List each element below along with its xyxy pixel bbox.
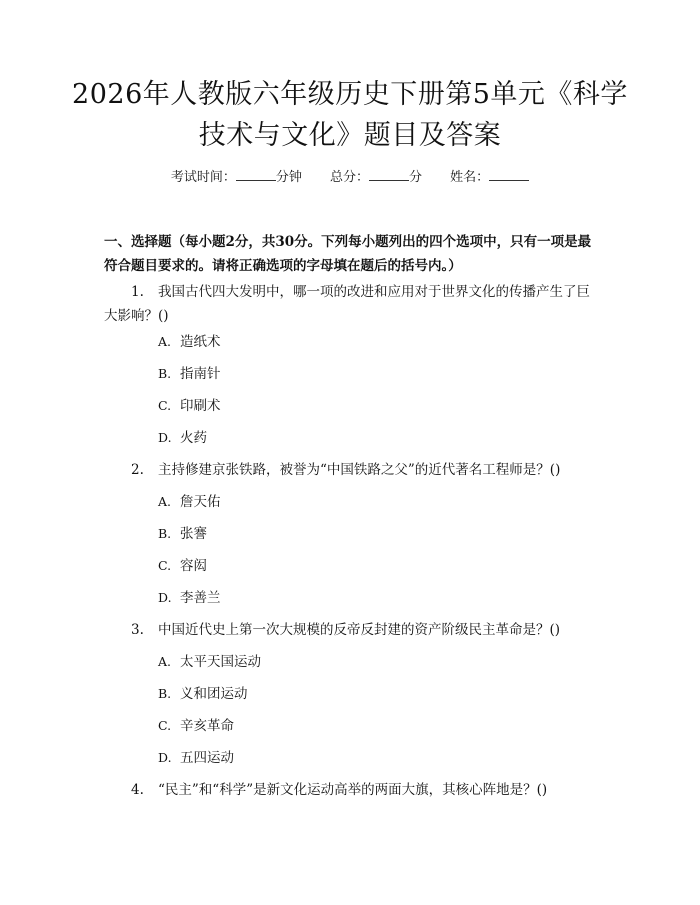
question-1-option-b: [158, 365, 221, 383]
question-3-option-a: [158, 653, 261, 671]
question-3-option-b: [158, 685, 248, 703]
exam-time-label: 考试时间：: [170, 170, 236, 185]
student-name-field: [450, 168, 529, 187]
question-1-option-a: [158, 333, 221, 351]
question-number: 3.: [131, 622, 144, 638]
total-score-unit: 分: [409, 170, 423, 185]
option-letter: D.: [158, 590, 172, 605]
question-3-option-d: [158, 749, 234, 767]
option-text: 张謇: [180, 526, 207, 542]
question-1-option-d: [158, 429, 207, 447]
option-letter: C.: [158, 558, 172, 573]
question-2-option-b: [158, 525, 207, 543]
option-letter: B.: [158, 366, 172, 381]
question-text: 主持修建京张铁路，被誉为“中国铁路之父”的近代著名工程师是？(): [158, 462, 561, 478]
student-name-label: 姓名：: [450, 170, 490, 185]
question-text: 中国近代史上第一次大规模的反帝反封建的资产阶级民主革命是？(): [158, 622, 561, 638]
question-1: [104, 280, 598, 328]
question-text: 我国古代四大发明中，哪一项的改进和应用对于世界文化的传播产生了巨大影响？(): [104, 284, 590, 324]
option-letter: D.: [158, 750, 172, 765]
question-2: [104, 458, 598, 482]
exam-time-unit: 分钟: [275, 170, 302, 185]
option-text: 印刷术: [180, 398, 221, 414]
question-number: 2.: [131, 462, 144, 478]
option-letter: C.: [158, 398, 172, 413]
total-score-blank: [369, 168, 409, 181]
question-number: 1.: [131, 284, 144, 300]
exam-time-field: [171, 168, 302, 187]
option-letter: B.: [158, 686, 172, 701]
option-letter: A.: [158, 654, 172, 669]
question-2-option-a: [158, 493, 221, 511]
question-3: [104, 618, 598, 642]
question-1-option-c: [158, 397, 221, 415]
exam-time-blank: [236, 168, 276, 181]
option-text: 辛亥革命: [180, 718, 234, 734]
question-number: 4.: [131, 782, 144, 798]
option-text: 詹天佑: [180, 494, 221, 510]
question-text: “民主”和“科学”是新文化运动高举的两面大旗，其核心阵地是？(): [158, 782, 548, 798]
total-score-label: 总分：: [329, 170, 369, 185]
question-3-option-c: [158, 717, 234, 735]
question-4: [104, 778, 598, 802]
option-text: 容闳: [180, 558, 207, 574]
option-letter: D.: [158, 430, 172, 445]
document-title: 2026年人教版六年级历史下册第5单元《科学技术与文化》题目及答案: [72, 79, 628, 151]
total-score-field: [330, 168, 422, 187]
question-2-option-c: [158, 557, 207, 575]
option-text: 五四运动: [180, 750, 234, 766]
option-letter: B.: [158, 526, 172, 541]
option-text: 李善兰: [180, 590, 221, 606]
option-letter: C.: [158, 718, 172, 733]
option-text: 火药: [180, 430, 207, 446]
option-text: 造纸术: [180, 334, 221, 350]
option-text: 义和团运动: [180, 686, 248, 702]
option-letter: A.: [158, 334, 172, 349]
option-letter: A.: [158, 494, 172, 509]
option-text: 太平天国运动: [180, 654, 261, 670]
exam-info-line: [0, 168, 700, 187]
option-text: 指南针: [180, 366, 221, 382]
question-2-option-d: [158, 589, 221, 607]
student-name-blank: [489, 168, 529, 181]
section-heading-multiple-choice: 一、选择题（每小题2分，共30分。下列每小题列出的四个选项中，只有一项是最符合题目要求的。请将正确选项的字母填在题后的括号内。）: [104, 234, 592, 274]
